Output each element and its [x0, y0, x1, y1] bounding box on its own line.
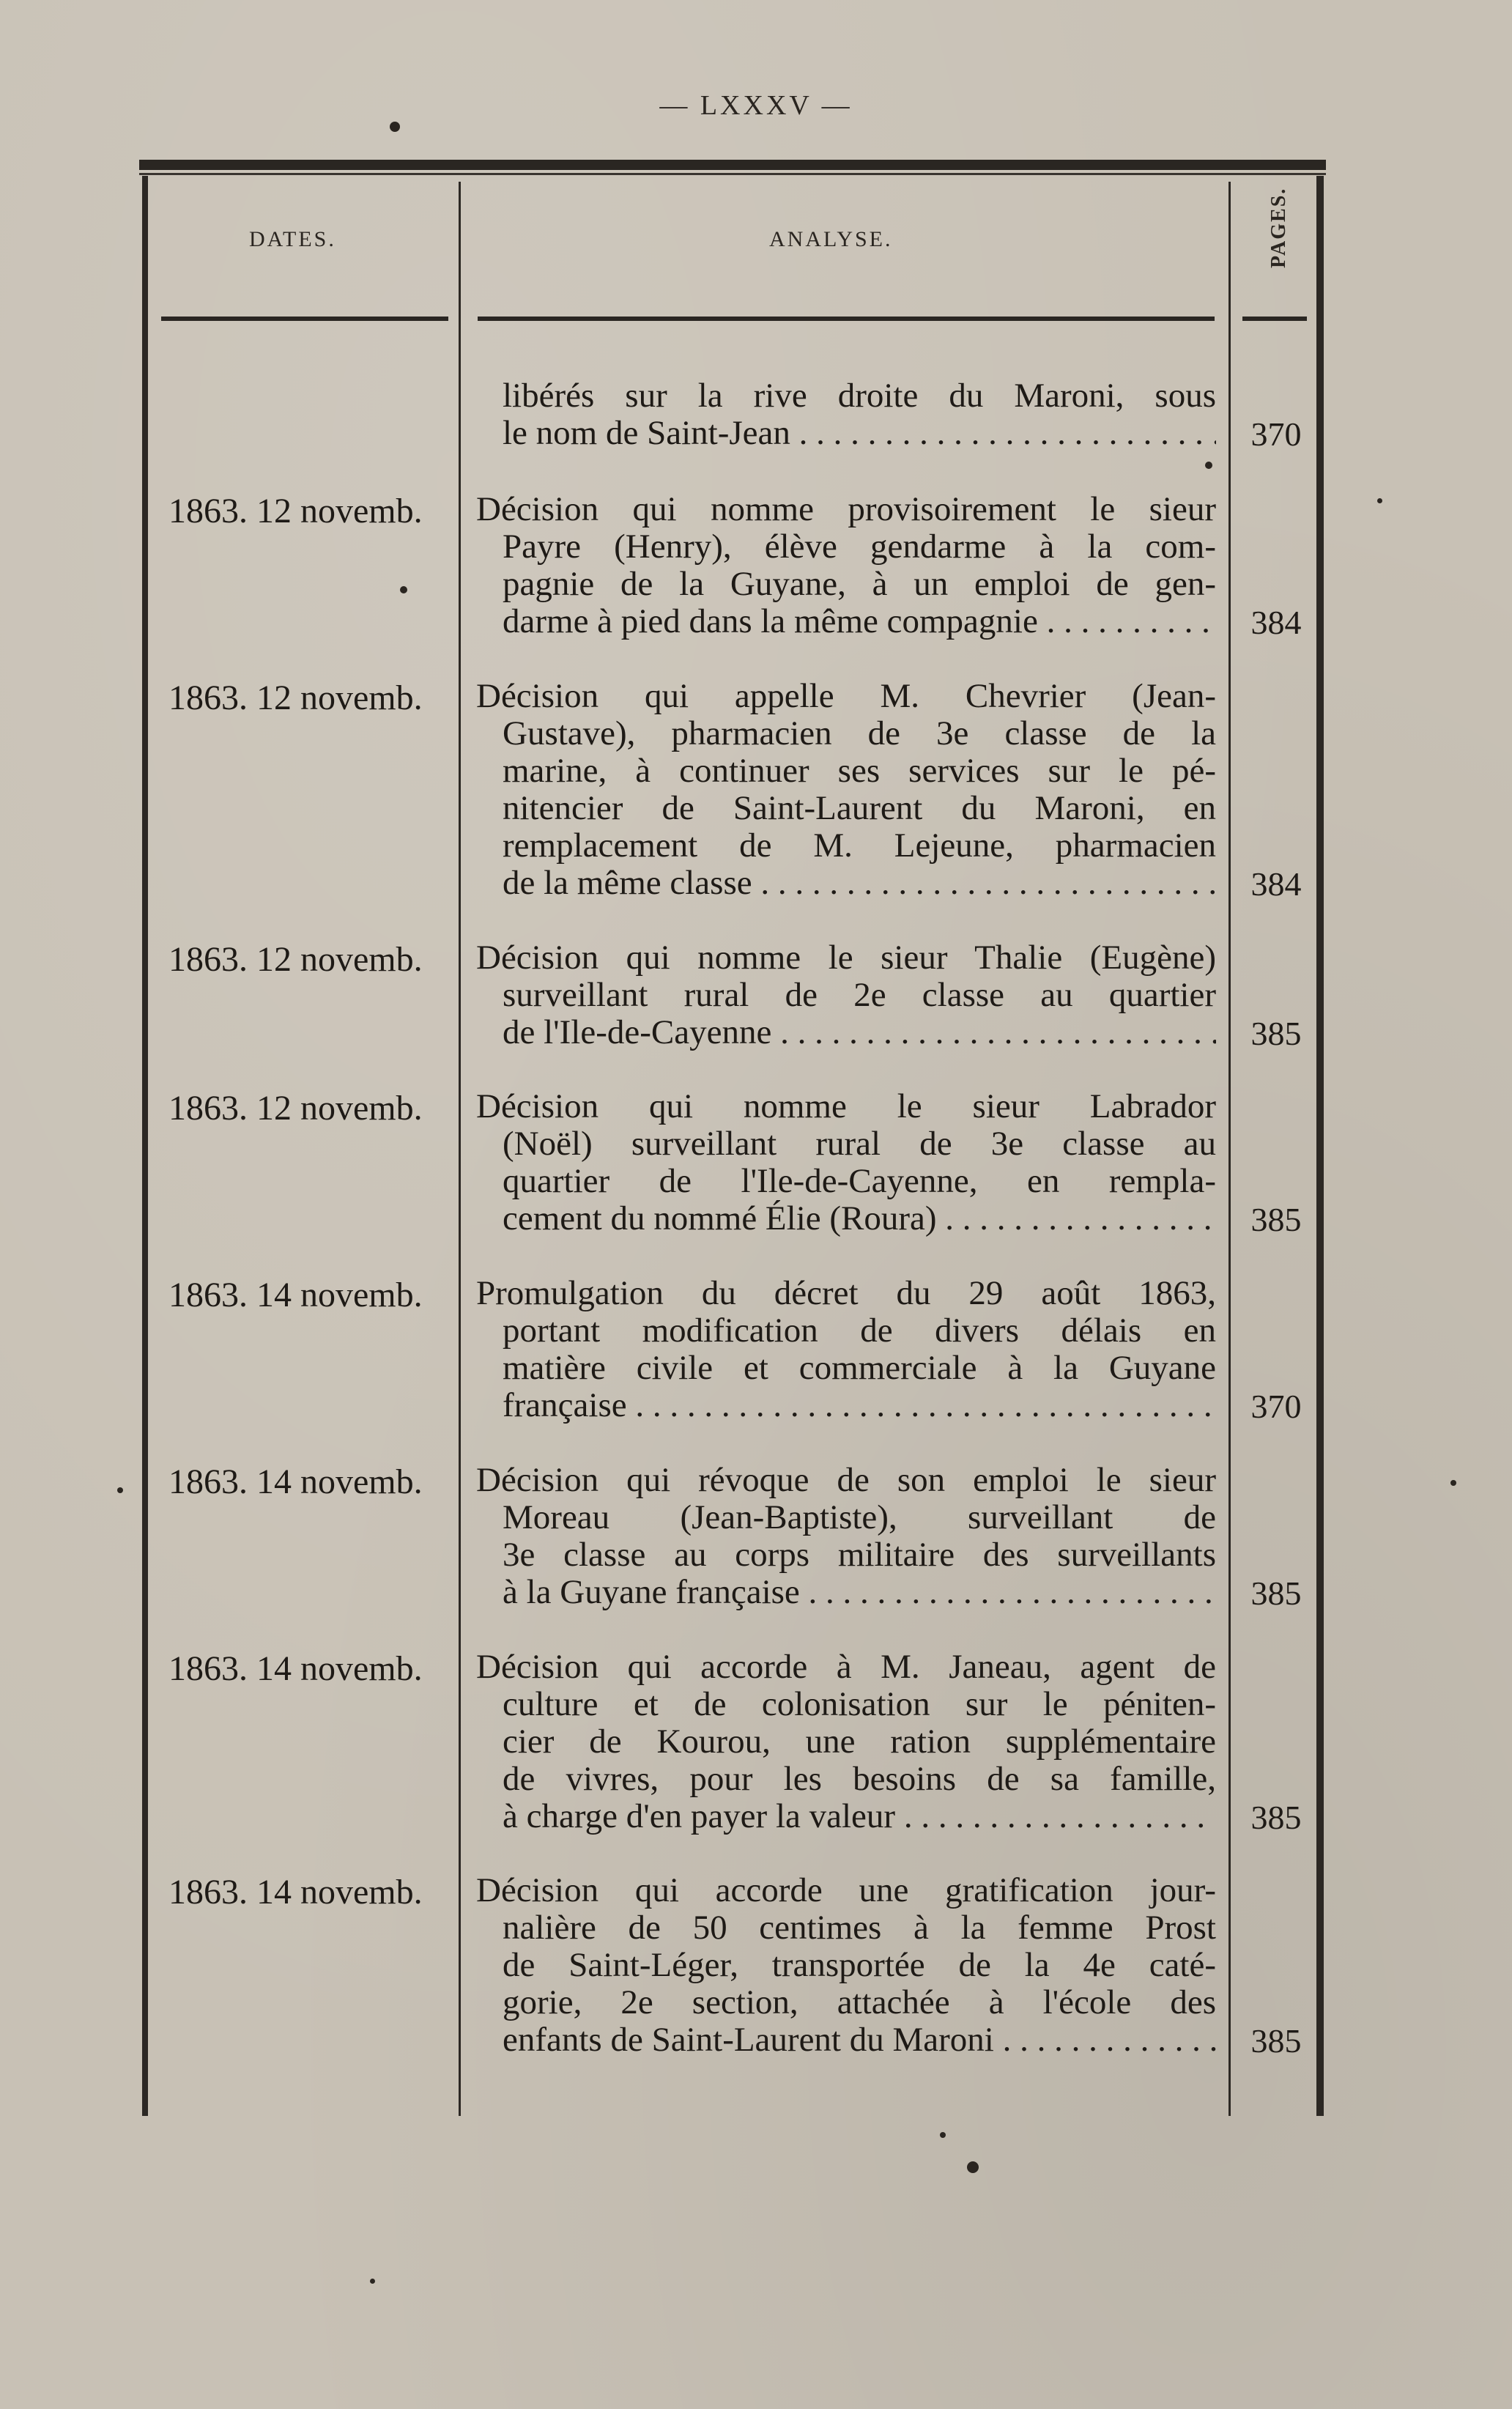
analysis-line: darme à pied dans la même compagnie . . . — [476, 603, 1216, 640]
page-header: — LXXXV — — [659, 90, 853, 121]
entry-date: 1863. 14 novemb. — [168, 1462, 423, 1501]
analysis-line: remplacement de M. Lejeune, pharmacien — [503, 827, 1216, 865]
analysis-line: Décision qui nomme le sieur Labrador — [476, 1088, 1216, 1125]
entry-page: 385 — [1250, 1799, 1302, 1836]
analysis-line: Promulgation du décret du 29 août 1863, — [476, 1275, 1216, 1312]
analysis-line: Gustave), pharmacien de 3e classe de la — [503, 715, 1216, 752]
column-header-pages: PAGES. — [1267, 187, 1290, 268]
analysis-line: pagnie de la Guyane, à un emploi de gen- — [503, 566, 1216, 603]
analysis-line: le nom de Saint-Jean . . . — [476, 415, 1216, 452]
scan-speck — [400, 586, 407, 593]
entry-page: 370 — [1250, 1388, 1302, 1425]
entry-date: 1863. 12 novemb. — [168, 1089, 423, 1128]
entry-analysis — [476, 377, 1216, 452]
entry-page: 385 — [1250, 2022, 1302, 2060]
entry-analysis — [476, 1648, 1216, 1835]
analysis-line: Moreau (Jean-Baptiste), surveillant de — [503, 1499, 1216, 1536]
column-header-dates: DATES. — [249, 227, 336, 251]
analysis-line: portant modification de divers délais en — [503, 1312, 1216, 1350]
analysis-line: culture et de colonisation sur le péniten- — [503, 1686, 1216, 1723]
entry-analysis — [476, 678, 1216, 902]
analysis-line: enfants de Saint-Laurent du Maroni . . . — [476, 2021, 1216, 2059]
table-left-border — [142, 176, 148, 2116]
entry-analysis — [476, 939, 1216, 1051]
entry-analysis — [476, 491, 1216, 640]
analysis-line: cier de Kourou, une ration supplémentaire — [503, 1723, 1216, 1761]
scan-speck — [390, 122, 400, 132]
column-header-analyse: ANALYSE. — [769, 227, 893, 251]
scan-speck — [370, 2279, 375, 2284]
analysis-line: à la Guyane française . . . — [476, 1574, 1216, 1611]
analysis-line: 3e classe au corps militaire des surveillants — [503, 1536, 1216, 1574]
entry-analysis — [476, 1088, 1216, 1237]
analysis-line: Décision qui accorde une gratification jour- — [476, 1872, 1216, 1909]
scan-speck — [1377, 498, 1382, 503]
analysis-line: de Saint-Léger, transportée de la 4e caté- — [503, 1947, 1216, 1984]
analysis-line: (Noël) surveillant rural de 3e classe au — [503, 1125, 1216, 1163]
entry-page: 385 — [1250, 1574, 1302, 1612]
entry-page: 370 — [1250, 415, 1302, 453]
scan-speck — [1450, 1480, 1456, 1486]
index-table — [139, 160, 1326, 2105]
table-right-border — [1316, 176, 1324, 2116]
scan-speck — [117, 1487, 123, 1493]
scan-speck — [1205, 462, 1212, 469]
entry-date: 1863. 14 novemb. — [168, 1873, 423, 1912]
entry-date: 1863. 14 novemb. — [168, 1649, 423, 1688]
analysis-line: matière civile et commerciale à la Guyane — [503, 1350, 1216, 1387]
analysis-line: marine, à continuer ses services sur le pé- — [503, 752, 1216, 790]
analysis-line: française . . . — [476, 1387, 1216, 1424]
entry-date: 1863. 12 novemb. — [168, 940, 423, 979]
analysis-line: à charge d'en payer la valeur . . . — [476, 1798, 1216, 1835]
scan-speck — [940, 2132, 946, 2138]
analysis-line: Décision qui nomme provisoirement le sieur — [476, 491, 1216, 528]
entry-date: 1863. 14 novemb. — [168, 1276, 423, 1314]
analysis-line: gorie, 2e section, attachée à l'école des — [503, 1984, 1216, 2021]
analysis-line: Décision qui révoque de son emploi le sieur — [476, 1462, 1216, 1499]
analysis-line: Décision qui accorde à M. Janeau, agent de — [476, 1648, 1216, 1686]
header-rule-analyse — [478, 317, 1215, 321]
entry-page: 385 — [1250, 1201, 1302, 1238]
header-rule-dates — [161, 317, 448, 321]
analysis-line: cement du nommé Élie (Roura) . . . — [476, 1200, 1216, 1237]
analysis-line: Payre (Henry), élève gendarme à la com- — [503, 528, 1216, 566]
entry-date: 1863. 12 novemb. — [168, 492, 423, 530]
analysis-line: quartier de l'Ile-de-Cayenne, en rempla- — [503, 1163, 1216, 1200]
entry-page: 385 — [1250, 1015, 1302, 1052]
analysis-line: surveillant rural de 2e classe au quartier — [503, 977, 1216, 1014]
entry-analysis — [476, 1462, 1216, 1611]
entry-analysis — [476, 1872, 1216, 2059]
entry-analysis — [476, 1275, 1216, 1424]
analysis-line: Décision qui appelle M. Chevrier (Jean- — [476, 678, 1216, 715]
column-divider-pages — [1228, 182, 1231, 2116]
analysis-line: de vivres, pour les besoins de sa famille, — [503, 1761, 1216, 1798]
entry-page: 384 — [1250, 865, 1302, 903]
analysis-line: de l'Ile-de-Cayenne . . . — [476, 1014, 1216, 1051]
analysis-line: nalière de 50 centimes à la femme Prost — [503, 1909, 1216, 1947]
header-rule-pages — [1242, 317, 1307, 321]
entry-date: 1863. 12 novemb. — [168, 678, 423, 717]
scan-speck — [967, 2161, 979, 2173]
analysis-line: nitencier de Saint-Laurent du Maroni, en — [503, 790, 1216, 827]
column-divider-dates — [459, 182, 461, 2116]
entry-page: 384 — [1250, 604, 1302, 641]
analysis-line: de la même classe . . . — [476, 865, 1216, 902]
analysis-line: libérés sur la rive droite du Maroni, sous — [503, 377, 1216, 415]
table-top-rule — [139, 160, 1326, 170]
analysis-line: Décision qui nomme le sieur Thalie (Eugène) — [476, 939, 1216, 977]
